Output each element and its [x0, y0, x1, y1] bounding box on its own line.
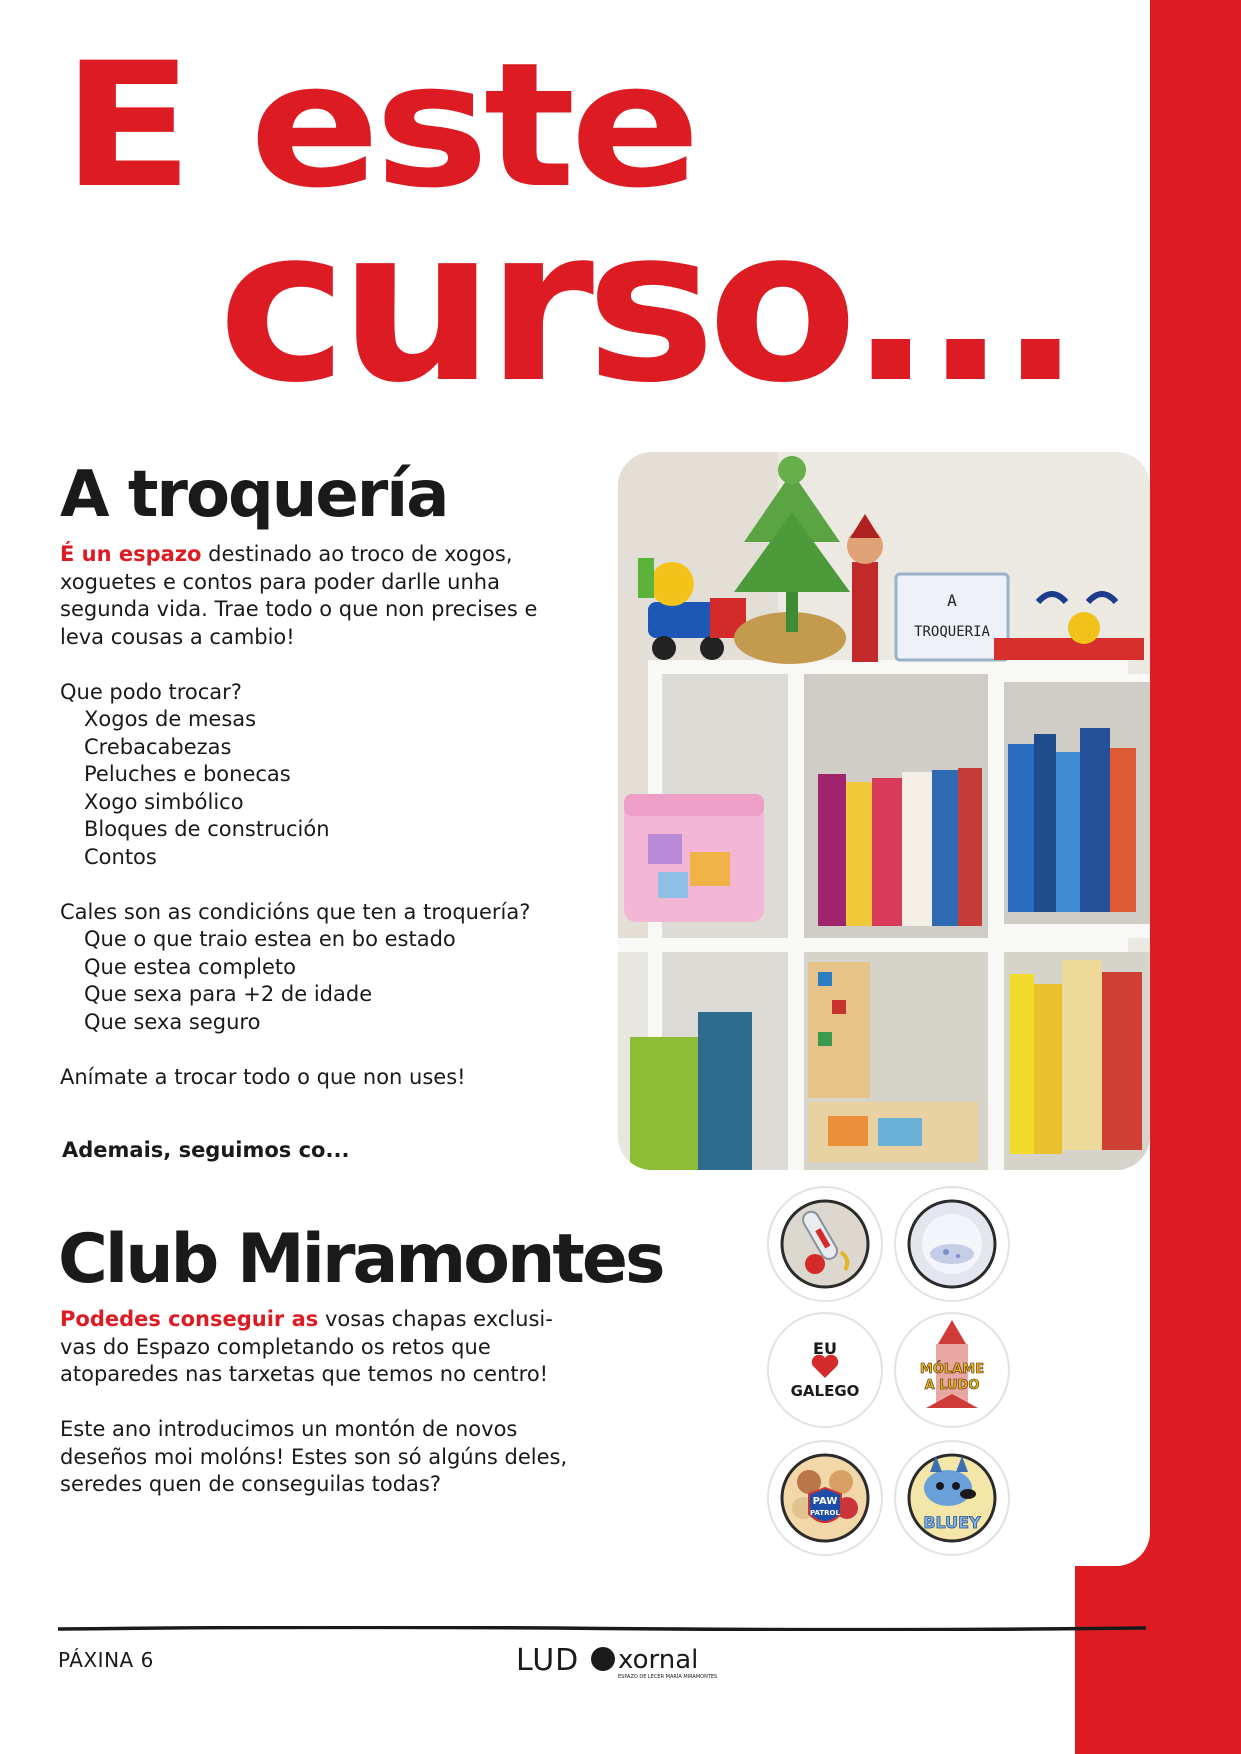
photo-sign-line-2: TROQUERIA [914, 624, 990, 640]
condition-item: Que sexa para +2 de idade [84, 982, 373, 1006]
troqueria-intro-text: destinado ao troco de xogos, xoguetes e contos para poder darlle unha segunda vida. Trae todo o que non precises e leva cousas a cambio! [60, 542, 538, 649]
list-item: Xogo simbólico [84, 789, 244, 814]
badge-text-eu: EU [813, 1339, 837, 1358]
paw-patrol-icon [769, 1442, 881, 1554]
troqueria-title: A troquería [60, 458, 448, 532]
condition-item: Que sexa seguro [84, 1009, 261, 1034]
club-paragraph-2: Este ano introducimos un montón de novos deseños moi molóns! Estes son só algúns deles, seredes quen de conseguilas todas? [60, 1417, 568, 1496]
troqueria-intro-highlight: É un espazo [60, 542, 202, 566]
headline-line-1: E este [62, 25, 696, 226]
list-item: Xogos de mesas [84, 707, 257, 731]
ademais-text: Ademais, seguimos co... [62, 1138, 350, 1162]
list-item: Crebacabezas [84, 734, 232, 759]
badge-text-galego: GALEGO [790, 1382, 860, 1400]
thermometer-badge [767, 1186, 883, 1302]
page-number: PÁXINA 6 [58, 1648, 154, 1672]
question-conditions: Cales son as condicións que ten a troquería? [60, 899, 531, 924]
logo-text-xornal: xornal [618, 1645, 699, 1675]
logo-text-lud: LUD [516, 1643, 580, 1678]
badge-text-a-ludo: A LUDO [924, 1378, 980, 1393]
troqueria-photo [618, 452, 1150, 1170]
club-highlight: Podedes conseguir as [60, 1307, 319, 1331]
question-what: Que podo trocar? [60, 679, 242, 704]
photo-sign-line-1: A [947, 591, 957, 610]
thermometer-icon [769, 1188, 881, 1300]
club-title: Club Miramontes [58, 1220, 663, 1299]
castle-icon [896, 1314, 1008, 1426]
footer-divider [58, 1626, 1146, 1631]
badge-text-patrol: PATROL [810, 1509, 840, 1517]
list-item: Peluches e bonecas [84, 762, 291, 786]
molame-badge [894, 1312, 1010, 1428]
eu-galego-badge [767, 1312, 883, 1428]
bluey-badge [894, 1440, 1010, 1556]
bubble-badge [894, 1186, 1010, 1302]
badge-text-molame: MÓLAME [919, 1362, 985, 1377]
club-p1-text: vosas chapas exclusi-vas do Espazo completando os retos que atoparedes nas tarxetas que temos no centro! [60, 1307, 553, 1386]
list-item: Contos [84, 844, 157, 869]
condition-item: Que estea completo [84, 954, 297, 979]
paw-patrol-badge [767, 1440, 883, 1556]
condition-item: Que o que traio estea en bo estado [84, 927, 456, 951]
troqueria-closing: Anímate a trocar todo o que non uses! [60, 1064, 466, 1089]
troqueria-body [60, 541, 580, 1091]
badge-text-paw: PAW [812, 1496, 838, 1507]
badge-text-bluey: BLUEY [923, 1513, 981, 1532]
logo-dot [591, 1647, 615, 1671]
heart-icon [769, 1314, 881, 1426]
troqueria-intro [60, 541, 580, 651]
club-paragraph-1 [60, 1306, 580, 1389]
logo-subtitle: ESPAZO DE LECER MARÍA MIRAMONTES [618, 1674, 718, 1680]
club-body [60, 1306, 580, 1499]
bubble-icon [896, 1188, 1008, 1300]
ludoxornal-logo [516, 1640, 722, 1680]
list-item: Bloques de construción [84, 817, 330, 841]
bluey-icon [896, 1442, 1008, 1554]
headline-line-2: curso... [218, 182, 1074, 429]
